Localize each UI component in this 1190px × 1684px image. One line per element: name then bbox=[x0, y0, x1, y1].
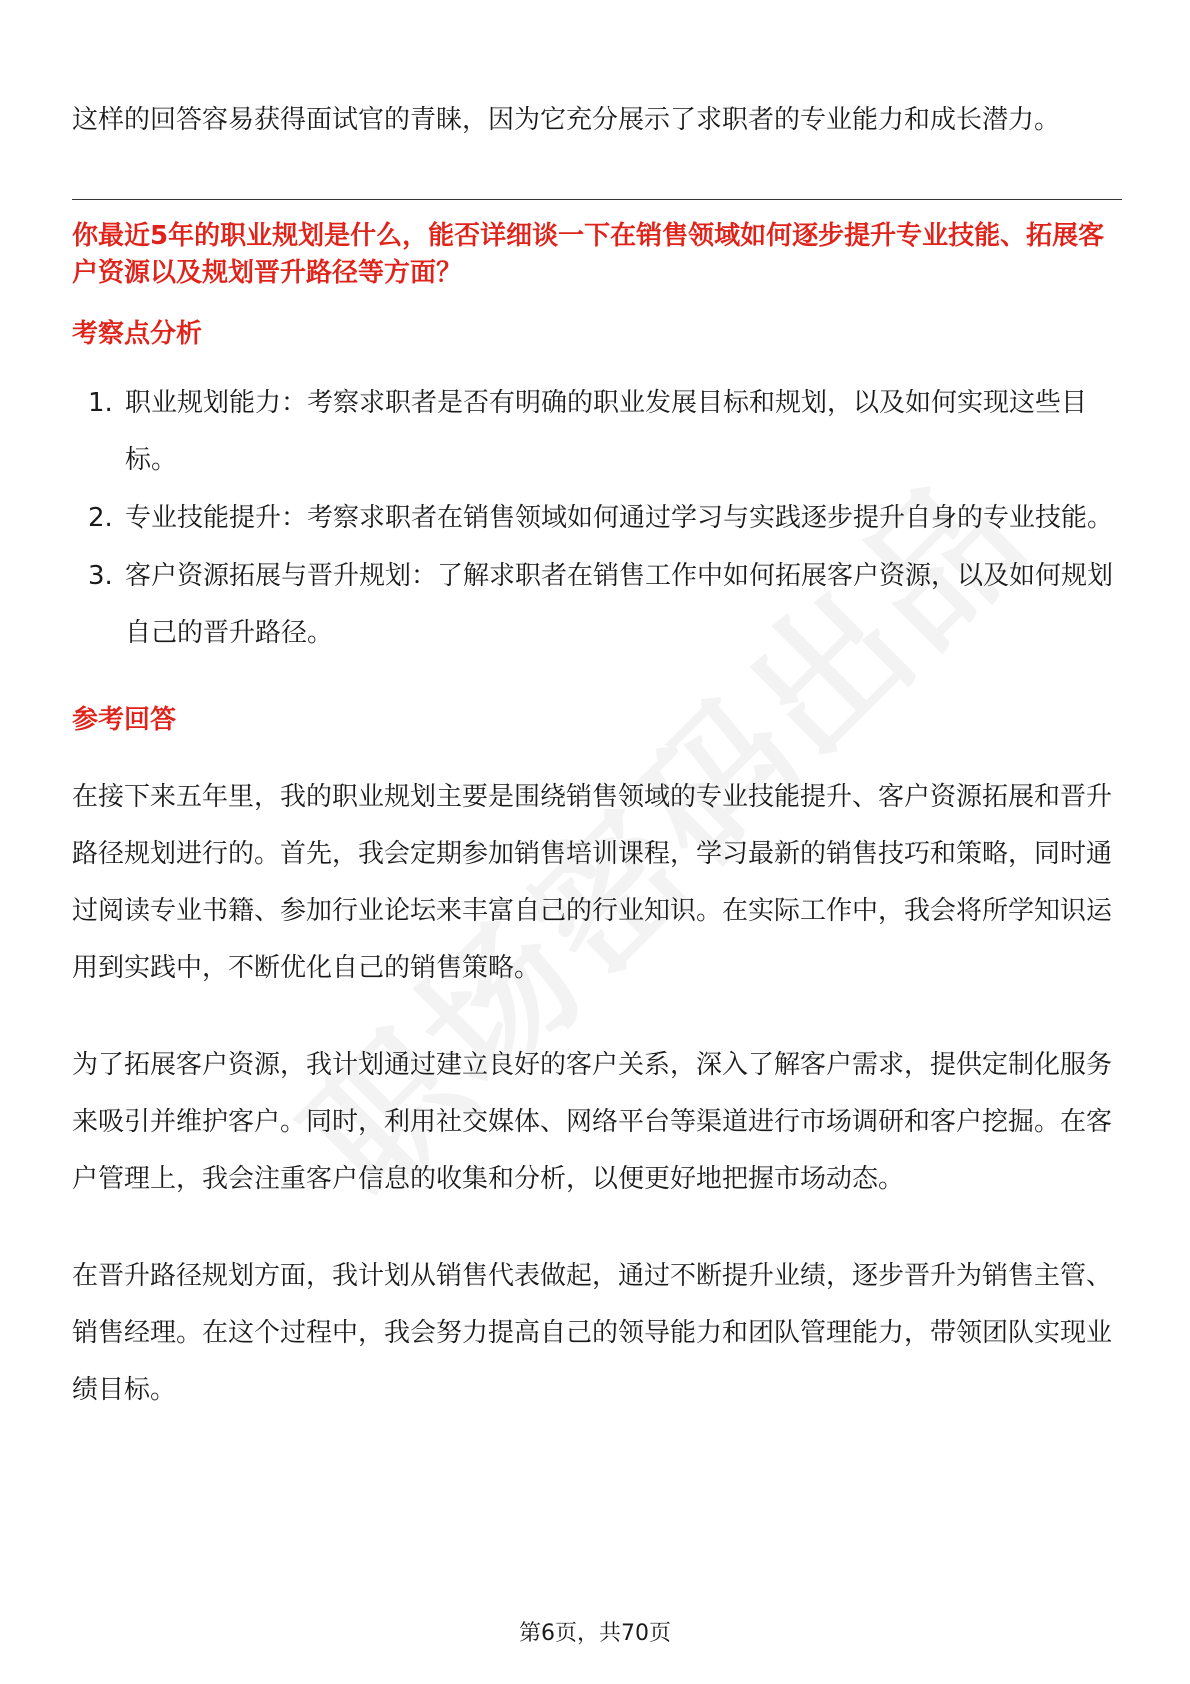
analysis-list bbox=[72, 375, 1122, 662]
list-item bbox=[72, 490, 1122, 547]
list-item bbox=[72, 375, 1122, 489]
list-item-number: 2. bbox=[88, 503, 113, 533]
answer-heading: 参考回答 bbox=[72, 705, 177, 735]
section-divider bbox=[72, 199, 1122, 200]
intro-paragraph: 这样的回答容易获得面试官的青睐，因为它充分展示了求职者的专业能力和成长潜力。 bbox=[72, 105, 1061, 135]
list-item bbox=[72, 548, 1122, 662]
list-item-text: 职业规划能力：考察求职者是否有明确的职业发展目标和规划，以及如何实现这些目标。 bbox=[125, 388, 1088, 475]
analysis-heading: 考察点分析 bbox=[72, 319, 203, 349]
answer-paragraph: 为了拓展客户资源，我计划通过建立良好的客户关系，深入了解客户需求，提供定制化服务来吸引并维护客户。同时，利用社交媒体、网络平台等渠道进行市场调研和客户挖掘。在客户管理上，我会注重客户信息的收集和分析，以便更好地把握市场动态。 bbox=[72, 1050, 1113, 1194]
list-item-number: 3. bbox=[88, 561, 113, 591]
list-item-number: 1. bbox=[88, 388, 113, 418]
list-item-text: 客户资源拓展与晋升规划：了解求职者在销售工作中如何拓展客户资源，以及如何规划自己的晋升路径。 bbox=[125, 561, 1114, 648]
answer-paragraph: 在晋升路径规划方面，我计划从销售代表做起，通过不断提升业绩，逐步晋升为销售主管、销售经理。在这个过程中，我会努力提高自己的领导能力和团队管理能力，带领团队实现业绩目标。 bbox=[72, 1261, 1113, 1405]
page-number-footer: 第6页，共70页 bbox=[519, 1621, 671, 1646]
list-item-text: 专业技能提升：考察求职者在销售领域如何通过学习与实践逐步提升自身的专业技能。 bbox=[125, 503, 1114, 533]
answer-paragraph: 在接下来五年里，我的职业规划主要是围绕销售领域的专业技能提升、客户资源拓展和晋升路径规划进行的。首先，我会定期参加销售培训课程，学习最新的销售技巧和策略，同时通过阅读专业书籍、参加行业论坛来丰富自己的行业知识。在实际工作中，我会将所学知识运用到实践中，不断优化自己的销售策略。 bbox=[72, 782, 1113, 983]
question-title: 你最近5年的职业规划是什么，能否详细谈一下在销售领域如何逐步提升专业技能、拓展客户资源以及规划晋升路径等方面？ bbox=[72, 221, 1105, 288]
document-page bbox=[72, 92, 1122, 1459]
